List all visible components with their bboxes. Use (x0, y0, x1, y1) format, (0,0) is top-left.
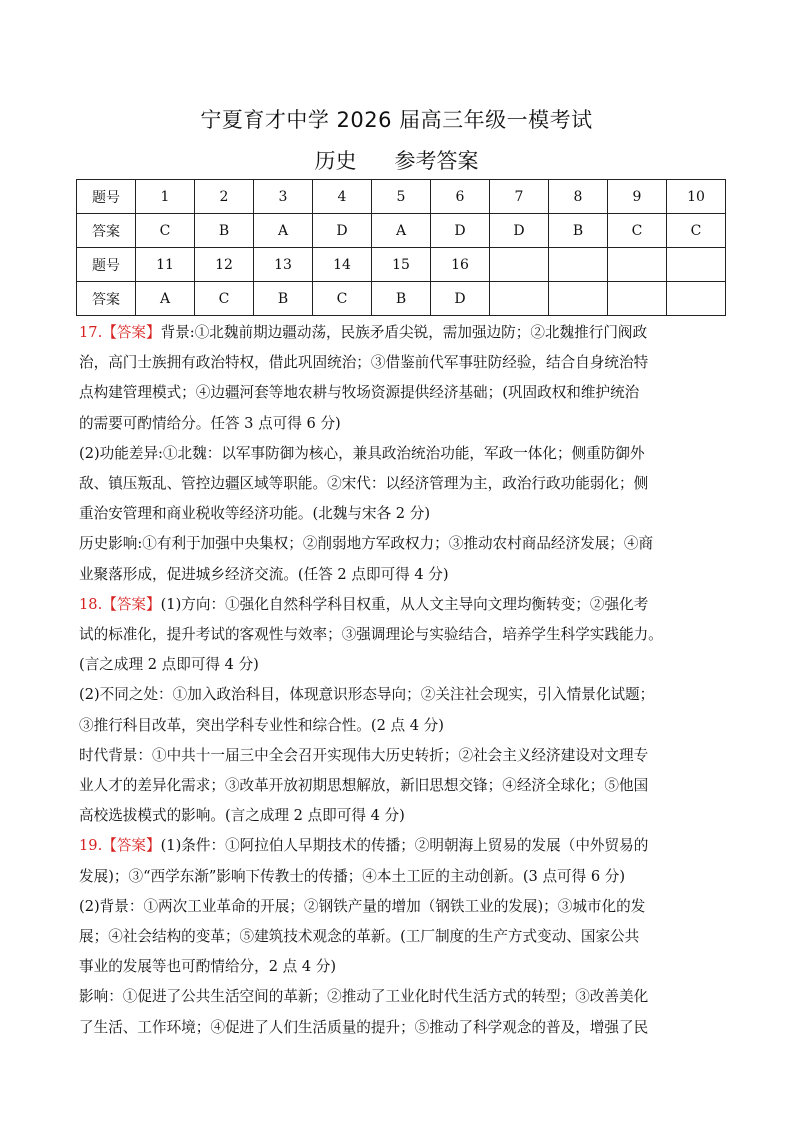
table-row (77, 282, 726, 316)
table-cell (608, 282, 667, 316)
table-cell: 11 (136, 248, 195, 282)
table-cell: C (608, 214, 667, 248)
table-cell (667, 282, 726, 316)
answer-line (79, 318, 721, 348)
table-cell: 5 (372, 180, 431, 214)
row-label: 答案 (77, 282, 136, 316)
answer-line: ③推行科目改革，突出学科专业性和综合性。(2 点 4 分) (79, 716, 444, 734)
table-cell (667, 248, 726, 282)
answer-line: 发展)；③“西学东渐”影响下传教士的传播；④本土工匠的主动创新。(3 点可得 6 分) (79, 867, 626, 885)
table-cell (549, 248, 608, 282)
table-row (77, 180, 726, 214)
table-cell (549, 282, 608, 316)
row-label: 答案 (77, 214, 136, 248)
table-cell: D (313, 214, 372, 248)
answer-line: (2)功能差异:①北魏：以军事防御为核心，兼具政治统治功能，军政一体化；侧重防御外 (79, 444, 645, 462)
answer-text: (1)条件：①阿拉伯人早期技术的传播；②明朝海上贸易的发展（中外贸易的 (160, 837, 649, 855)
table-cell: A (254, 214, 313, 248)
exam-title: 宁夏育才中学 2026 届高三年级一模考试 (200, 108, 593, 132)
answer-line: (言之成理 2 点即可得 4 分) (79, 656, 259, 674)
table-cell: D (490, 214, 549, 248)
table-cell (490, 282, 549, 316)
answer-line: 高校选拔模式的影响。(言之成理 2 点即可得 4 分) (79, 807, 405, 825)
table-cell: 6 (431, 180, 490, 214)
answer-line: 展；④社会结构的变革；⑤建筑技术观念的革新。(工厂制度的生产方式变动、国家公共 (79, 928, 640, 946)
answer-line: 敌、镇压叛乱、管控边疆区域等职能。②宋代：以经济管理为主，政治行政功能弱化；侧 (79, 475, 649, 493)
answer-line: 点构建管理模式；④边疆河套等地农耕与牧场资源提供经济基础；(巩固政权和维护统治 (79, 384, 640, 402)
question-number: 18. (79, 595, 103, 613)
table-cell: 12 (195, 248, 254, 282)
answer-line: (2)背景：①两次工业革命的开展；②钢铁产量的增加（钢铁工业的发展)；③城市化的发 (79, 897, 646, 915)
row-label: 题号 (77, 180, 136, 214)
table-cell: 13 (254, 248, 313, 282)
table-cell: D (431, 214, 490, 248)
answer-line (79, 831, 721, 861)
answer-text: 背景:①北魏前期边疆动荡，民族矛盾尖锐，需加强边防；②北魏推行门阀政 (160, 324, 648, 341)
table-cell: 16 (431, 248, 490, 282)
table-cell: C (313, 282, 372, 316)
question-number: 17. (79, 324, 103, 341)
question-number: 19. (79, 837, 103, 855)
answer-line: 了生活、工作环境；④促进了人们生活质量的提升；⑤推动了科学观念的普及，增强了民 (79, 1018, 649, 1036)
exam-subtitle (0, 145, 793, 175)
answer-line: 业人才的差异化需求；③改革开放初期思想解放，新旧思想交锋；④经济全球化；⑤他国 (79, 777, 649, 795)
table-cell: B (372, 282, 431, 316)
answer-line: 的需要可酌情给分。任答 3 点可得 6 分) (79, 414, 341, 432)
answer-line: 重治安管理和商业税收等经济功能。(北魏与宋各 2 分) (79, 505, 431, 523)
table-cell: B (195, 214, 254, 248)
answer-content (79, 318, 721, 1043)
answer-text: (1)方向：①强化自然科学科目权重，从人文主导向文理均衡转变；②强化考 (160, 595, 649, 613)
answer-tag: 【答案】 (102, 595, 161, 613)
answer-line: 事业的发展等也可酌情给分，2 点 4 分) (79, 958, 337, 976)
table-cell: 2 (195, 180, 254, 214)
table-row (77, 248, 726, 282)
answer-line: 影响：①促进了公共生活空间的革新；②推动了工业化时代生活方式的转型；③改善美化 (79, 988, 649, 1006)
table-cell: A (136, 282, 195, 316)
answer-line: 治，高门士族拥有政治特权，借此巩固统治；③借鉴前代军事驻防经验，结合自身统治特 (79, 354, 649, 372)
table-cell: A (372, 214, 431, 248)
answer-key-label: 参考答案 (394, 149, 479, 173)
table-cell: 3 (254, 180, 313, 214)
answer-line (79, 590, 721, 620)
table-cell: 8 (549, 180, 608, 214)
table-cell (608, 248, 667, 282)
table-cell: 7 (490, 180, 549, 214)
table-cell: B (549, 214, 608, 248)
answer-line: 历史影响:①有利于加强中央集权；②削弱地方军政权力；③推动农村商品经济发展；④商 (79, 535, 654, 553)
table-cell: C (195, 282, 254, 316)
answer-line: 业聚落形成，促进城乡经济交流。(任答 2 点即可得 4 分) (79, 565, 449, 583)
subject-label: 历史 (314, 149, 357, 173)
table-cell: B (254, 282, 313, 316)
table-row (77, 214, 726, 248)
table-cell: D (431, 282, 490, 316)
answer-table (76, 179, 726, 316)
answer-tag: 【答案】 (102, 324, 161, 341)
answer-line: (2)不同之处：①加入政治科目，体现意识形态导向；②关注社会现实，引入情景化试题； (79, 686, 655, 704)
row-label: 题号 (77, 248, 136, 282)
table-cell: C (667, 214, 726, 248)
table-cell (490, 248, 549, 282)
table-cell: 4 (313, 180, 372, 214)
table-cell: C (136, 214, 195, 248)
answer-line: 试的标准化，提升考试的客观性与效率；③强调理论与实验结合，培养学生科学实践能力。 (79, 626, 663, 644)
table-cell: 1 (136, 180, 195, 214)
table-cell: 9 (608, 180, 667, 214)
table-cell: 15 (372, 248, 431, 282)
table-cell: 14 (313, 248, 372, 282)
table-cell: 10 (667, 180, 726, 214)
answer-tag: 【答案】 (102, 837, 161, 855)
answer-line: 时代背景：①中共十一届三中全会召开实现伟大历史转折；②社会主义经济建设对文理专 (79, 746, 649, 764)
